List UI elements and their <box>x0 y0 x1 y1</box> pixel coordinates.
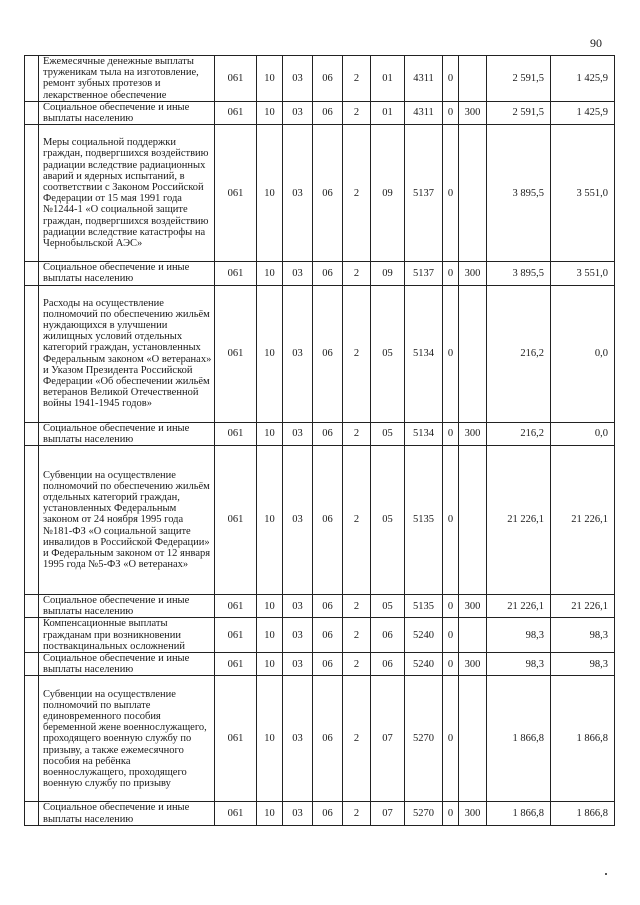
expense-type-code: 300 <box>459 802 487 825</box>
event-code: 09 <box>371 262 405 285</box>
table-row <box>25 285 615 422</box>
row-blank-cell <box>25 802 39 825</box>
event-code: 05 <box>371 285 405 422</box>
expense-type-code: 300 <box>459 262 487 285</box>
amount-actual: 1 425,9 <box>551 101 615 124</box>
event-code: 07 <box>371 802 405 825</box>
row-blank-cell <box>25 56 39 102</box>
amount-actual: 21 226,1 <box>551 446 615 595</box>
subprogram-code: 2 <box>343 262 371 285</box>
row-description: Расходы на осуществление полномочий по обеспечению жильём нуждающихся в улучшении жилищных условий отдельных категорий граждан, установленных Федеральным законом «О ветеранах» и Указом Президента Российской Федерации «Об обеспечении жильём ветеранов Великой Отечественной войны 1941-1945 годов» <box>39 285 215 422</box>
row-blank-cell <box>25 676 39 802</box>
subsection-code: 03 <box>283 125 313 262</box>
table-row <box>25 422 615 445</box>
row-description: Ежемесячные денежные выплаты труженикам тыла на изготовление, ремонт зубных протезов и лекарственное обеспечение <box>39 56 215 102</box>
table-row <box>25 56 615 102</box>
amount-plan: 21 226,1 <box>487 446 551 595</box>
subsection-code: 03 <box>283 618 313 653</box>
target-code: 5134 <box>405 285 443 422</box>
program-code: 06 <box>313 618 343 653</box>
table-row <box>25 125 615 262</box>
row-description: Социальное обеспечение и иные выплаты населению <box>39 422 215 445</box>
program-code: 06 <box>313 446 343 595</box>
subsection-code: 03 <box>283 676 313 802</box>
program-code: 06 <box>313 676 343 802</box>
program-code: 06 <box>313 422 343 445</box>
event-code: 01 <box>371 101 405 124</box>
row-blank-cell <box>25 618 39 653</box>
subsection-code: 03 <box>283 595 313 618</box>
target-code: 5240 <box>405 618 443 653</box>
table-row <box>25 595 615 618</box>
event-code: 06 <box>371 618 405 653</box>
section-code: 10 <box>257 676 283 802</box>
subsection-code: 03 <box>283 653 313 676</box>
section-code: 10 <box>257 595 283 618</box>
ministry-code: 061 <box>215 125 257 262</box>
amount-plan: 3 895,5 <box>487 125 551 262</box>
amount-plan: 216,2 <box>487 285 551 422</box>
row-description: Социальное обеспечение и иные выплаты населению <box>39 653 215 676</box>
subsection-code: 03 <box>283 101 313 124</box>
section-code: 10 <box>257 56 283 102</box>
table-row <box>25 618 615 653</box>
target-code: 5270 <box>405 676 443 802</box>
subsection-code: 03 <box>283 285 313 422</box>
target-code: 5270 <box>405 802 443 825</box>
table-row <box>25 262 615 285</box>
target-code: 5135 <box>405 595 443 618</box>
event-code: 07 <box>371 676 405 802</box>
table-row <box>25 676 615 802</box>
section-code: 10 <box>257 262 283 285</box>
program-code: 06 <box>313 595 343 618</box>
subprogram-code: 2 <box>343 676 371 802</box>
subprogram-code: 2 <box>343 422 371 445</box>
expense-type-code: 300 <box>459 101 487 124</box>
program-code: 06 <box>313 262 343 285</box>
row-description: Социальное обеспечение и иные выплаты населению <box>39 802 215 825</box>
subprogram-code: 2 <box>343 653 371 676</box>
program-code: 06 <box>313 802 343 825</box>
ministry-code: 061 <box>215 262 257 285</box>
amount-actual: 98,3 <box>551 653 615 676</box>
row-blank-cell <box>25 125 39 262</box>
scan-speck <box>605 873 607 875</box>
ministry-code: 061 <box>215 676 257 802</box>
subprogram-code: 2 <box>343 618 371 653</box>
row-blank-cell <box>25 595 39 618</box>
amount-plan: 1 866,8 <box>487 676 551 802</box>
ministry-code: 061 <box>215 618 257 653</box>
row-blank-cell <box>25 422 39 445</box>
section-code: 10 <box>257 653 283 676</box>
section-code: 10 <box>257 285 283 422</box>
amount-plan: 216,2 <box>487 422 551 445</box>
program-code: 06 <box>313 285 343 422</box>
row-blank-cell <box>25 101 39 124</box>
amount-plan: 1 866,8 <box>487 802 551 825</box>
direction-code: 0 <box>443 262 459 285</box>
row-description: Субвенции на осуществление полномочий по обеспечению жильём отдельных категорий граждан, установленных Федеральным законом от 24 ноября 1995 года №181-ФЗ «О социальной защите инвалидов в Российской Федерации» и Федеральным законом от 12 января 1995 года №5-ФЗ «О ветеранах» <box>39 446 215 595</box>
subprogram-code: 2 <box>343 802 371 825</box>
amount-actual: 3 551,0 <box>551 125 615 262</box>
section-code: 10 <box>257 802 283 825</box>
subsection-code: 03 <box>283 422 313 445</box>
expense-type-code: 300 <box>459 595 487 618</box>
ministry-code: 061 <box>215 446 257 595</box>
table-row <box>25 446 615 595</box>
section-code: 10 <box>257 125 283 262</box>
amount-plan: 98,3 <box>487 618 551 653</box>
direction-code: 0 <box>443 56 459 102</box>
program-code: 06 <box>313 56 343 102</box>
row-description: Меры социальной поддержки граждан, подвергшихся воздействию радиации вследствие радиационных аварий и ядерных испытаний, в соответствии с Законом Российской Федерации от 15 мая 1991 года №1244-1 «О социальной защите граждан, подвергшихся воздействию радиации вследствие катастрофы на Чернобыльской АЭС» <box>39 125 215 262</box>
table-row <box>25 101 615 124</box>
amount-plan: 2 591,5 <box>487 56 551 102</box>
row-blank-cell <box>25 262 39 285</box>
ministry-code: 061 <box>215 56 257 102</box>
subprogram-code: 2 <box>343 101 371 124</box>
ministry-code: 061 <box>215 802 257 825</box>
amount-plan: 21 226,1 <box>487 595 551 618</box>
program-code: 06 <box>313 125 343 262</box>
subprogram-code: 2 <box>343 285 371 422</box>
subsection-code: 03 <box>283 446 313 595</box>
budget-table <box>24 55 615 826</box>
page-number: 90 <box>590 36 602 50</box>
subprogram-code: 2 <box>343 56 371 102</box>
subprogram-code: 2 <box>343 125 371 262</box>
target-code: 5137 <box>405 262 443 285</box>
row-description: Социальное обеспечение и иные выплаты населению <box>39 595 215 618</box>
ministry-code: 061 <box>215 595 257 618</box>
ministry-code: 061 <box>215 285 257 422</box>
section-code: 10 <box>257 618 283 653</box>
row-blank-cell <box>25 446 39 595</box>
expense-type-code: 300 <box>459 422 487 445</box>
amount-actual: 3 551,0 <box>551 262 615 285</box>
expense-type-code <box>459 446 487 595</box>
event-code: 06 <box>371 653 405 676</box>
amount-plan: 3 895,5 <box>487 262 551 285</box>
amount-actual: 1 866,8 <box>551 676 615 802</box>
row-description: Социальное обеспечение и иные выплаты населению <box>39 262 215 285</box>
direction-code: 0 <box>443 802 459 825</box>
direction-code: 0 <box>443 653 459 676</box>
direction-code: 0 <box>443 446 459 595</box>
section-code: 10 <box>257 446 283 595</box>
amount-plan: 98,3 <box>487 653 551 676</box>
subsection-code: 03 <box>283 56 313 102</box>
direction-code: 0 <box>443 676 459 802</box>
expense-type-code <box>459 676 487 802</box>
ministry-code: 061 <box>215 101 257 124</box>
expense-type-code <box>459 125 487 262</box>
amount-plan: 2 591,5 <box>487 101 551 124</box>
direction-code: 0 <box>443 101 459 124</box>
target-code: 5135 <box>405 446 443 595</box>
target-code: 5134 <box>405 422 443 445</box>
section-code: 10 <box>257 101 283 124</box>
row-description: Субвенции на осуществление полномочий по выплате единовременного пособия беременной жене военнослужащего, проходящего военную службу по призыву, а также ежемесячного пособия на ребёнка военнослужащего, проходящего военную службу по призыву <box>39 676 215 802</box>
amount-actual: 0,0 <box>551 422 615 445</box>
table-row <box>25 802 615 825</box>
expense-type-code <box>459 285 487 422</box>
expense-type-code <box>459 56 487 102</box>
target-code: 5137 <box>405 125 443 262</box>
direction-code: 0 <box>443 618 459 653</box>
row-blank-cell <box>25 285 39 422</box>
target-code: 4311 <box>405 56 443 102</box>
event-code: 05 <box>371 595 405 618</box>
amount-actual: 21 226,1 <box>551 595 615 618</box>
row-description: Социальное обеспечение и иные выплаты населению <box>39 101 215 124</box>
program-code: 06 <box>313 101 343 124</box>
direction-code: 0 <box>443 125 459 262</box>
amount-actual: 1 866,8 <box>551 802 615 825</box>
row-blank-cell <box>25 653 39 676</box>
expense-type-code: 300 <box>459 653 487 676</box>
ministry-code: 061 <box>215 422 257 445</box>
target-code: 5240 <box>405 653 443 676</box>
row-description: Компенсационные выплаты гражданам при возникновении поствакцинальных осложнений <box>39 618 215 653</box>
ministry-code: 061 <box>215 653 257 676</box>
direction-code: 0 <box>443 422 459 445</box>
section-code: 10 <box>257 422 283 445</box>
amount-actual: 0,0 <box>551 285 615 422</box>
expense-type-code <box>459 618 487 653</box>
event-code: 05 <box>371 446 405 595</box>
target-code: 4311 <box>405 101 443 124</box>
amount-actual: 1 425,9 <box>551 56 615 102</box>
amount-actual: 98,3 <box>551 618 615 653</box>
subsection-code: 03 <box>283 262 313 285</box>
subsection-code: 03 <box>283 802 313 825</box>
direction-code: 0 <box>443 595 459 618</box>
table-row <box>25 653 615 676</box>
subprogram-code: 2 <box>343 446 371 595</box>
event-code: 05 <box>371 422 405 445</box>
event-code: 09 <box>371 125 405 262</box>
event-code: 01 <box>371 56 405 102</box>
subprogram-code: 2 <box>343 595 371 618</box>
direction-code: 0 <box>443 285 459 422</box>
program-code: 06 <box>313 653 343 676</box>
